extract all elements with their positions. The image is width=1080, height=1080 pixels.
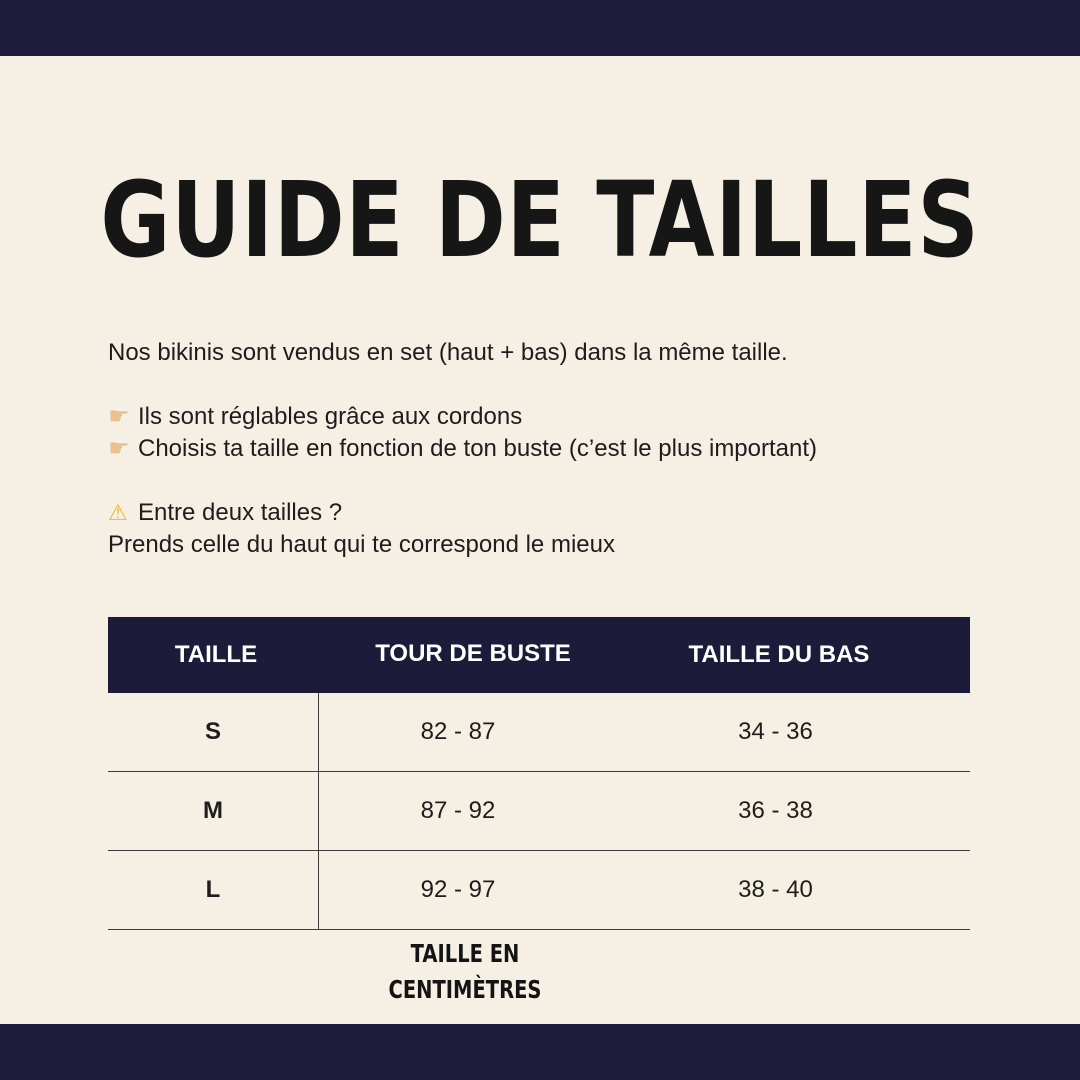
- units-note: TAILLE EN CENTIMÈTRES: [388, 939, 542, 1004]
- bottom-size-cell: 38 - 40: [738, 876, 813, 903]
- intro-text: [108, 337, 1008, 561]
- bullet-text: Ils sont réglables grâce aux cordons: [138, 403, 523, 430]
- bullet-item: [108, 401, 1008, 433]
- warning-line: [108, 497, 1008, 529]
- column-divider: [318, 693, 319, 929]
- header-taille: TAILLE: [174, 641, 258, 668]
- bust-cell: 82 - 87: [420, 718, 496, 745]
- header-taille-du-bas: TAILLE DU BAS: [688, 641, 870, 668]
- bullet-text: Choisis ta taille en fonction de ton buste (c’est le plus important): [138, 435, 818, 462]
- intro-line: Nos bikinis sont vendus en set (haut + bas) dans la même taille.: [108, 339, 788, 366]
- advice-line: Prends celle du haut qui te correspond le mieux: [108, 531, 615, 558]
- table-row: [108, 851, 970, 930]
- bust-cell: 87 - 92: [420, 797, 496, 824]
- bust-cell: 92 - 97: [420, 876, 496, 903]
- bottom-size-cell: 34 - 36: [738, 718, 813, 745]
- bottom-band: [0, 1024, 1080, 1080]
- size-table: [108, 617, 970, 930]
- warning-text: Entre deux tailles ?: [138, 499, 343, 526]
- table-row: [108, 772, 970, 851]
- table-row: [108, 693, 970, 772]
- page-title: GUIDE DE TAILLES: [100, 159, 980, 281]
- size-cell: S: [204, 718, 221, 745]
- size-cell: M: [203, 797, 223, 824]
- size-cell: L: [205, 876, 221, 903]
- bottom-size-cell: 36 - 38: [738, 797, 813, 824]
- pointing-hand-icon: ☛: [108, 435, 130, 462]
- top-band: [0, 0, 1080, 56]
- warning-icon: ⚠: [108, 500, 128, 525]
- bullet-item: [108, 433, 1008, 465]
- table-header: [108, 617, 970, 693]
- pointing-hand-icon: ☛: [108, 403, 130, 430]
- header-tour-de-buste: TOUR DE BUSTE: [375, 640, 571, 667]
